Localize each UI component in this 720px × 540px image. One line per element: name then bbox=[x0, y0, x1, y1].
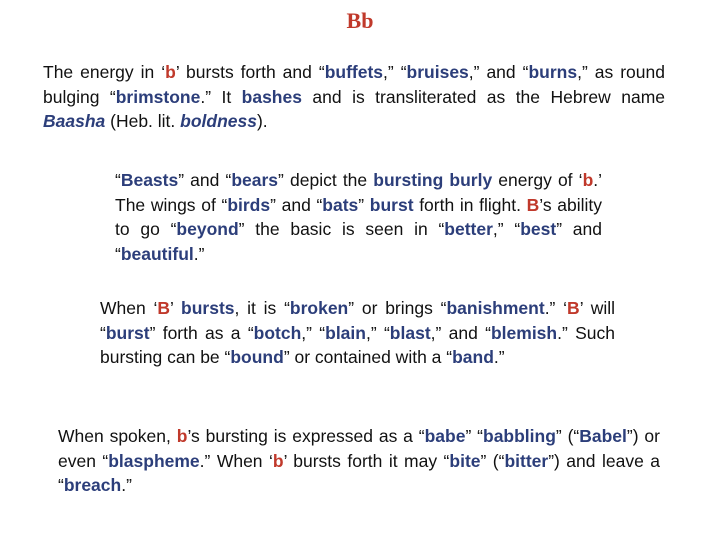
text-run: ” “ bbox=[465, 426, 483, 446]
text-run: When spoken, bbox=[58, 426, 177, 446]
highlight-word: burns bbox=[528, 62, 578, 82]
text-run: ” and “ bbox=[115, 219, 602, 264]
text-run: ” (“ bbox=[480, 450, 505, 471]
highlight-letter: b bbox=[582, 170, 594, 190]
text-run: ” depict the bbox=[278, 170, 374, 190]
highlight-word: bats bbox=[322, 194, 359, 215]
highlight-word: better bbox=[444, 219, 493, 239]
highlight-word: band bbox=[452, 347, 494, 367]
highlight-word: bound bbox=[230, 347, 284, 367]
highlight-word: broken bbox=[289, 298, 349, 318]
highlight-word: babe bbox=[424, 426, 466, 446]
page-title: Bb bbox=[346, 8, 374, 33]
highlight-word: bite bbox=[449, 450, 481, 471]
highlight-word: bears bbox=[231, 170, 279, 190]
highlight-letter: b bbox=[176, 426, 188, 446]
text-run: “ bbox=[115, 170, 121, 190]
highlight-word: Babel bbox=[579, 426, 627, 446]
text-run: ,” “ bbox=[301, 322, 326, 343]
text-run: ” or brings “ bbox=[348, 298, 447, 318]
highlight-letter: b bbox=[165, 62, 176, 82]
highlight-letter: B bbox=[157, 298, 171, 318]
text-run: (Heb. lit. bbox=[105, 111, 181, 131]
highlight-letter: b bbox=[272, 450, 284, 471]
highlight-letter: B bbox=[567, 298, 580, 318]
text-run: ,” as round bulging “ bbox=[43, 62, 665, 107]
text-run: ” bbox=[358, 194, 370, 215]
highlight-word-italic: boldness bbox=[180, 111, 257, 131]
paragraph-4 bbox=[58, 424, 660, 498]
text-run: ). bbox=[256, 111, 268, 131]
highlight-word: Beasts bbox=[120, 170, 179, 190]
highlight-word: bitter bbox=[504, 450, 549, 471]
text-run: energy of ‘ bbox=[492, 170, 583, 190]
text-run: ,” and “ bbox=[430, 322, 491, 343]
text-run: ’s ability to go “ bbox=[115, 194, 603, 239]
text-run: ” and “ bbox=[178, 170, 232, 190]
text-run: ,” and “ bbox=[468, 62, 529, 82]
highlight-word: beautiful bbox=[120, 243, 194, 264]
text-run: ” forth as a “ bbox=[149, 322, 254, 343]
text-run: ,” “ bbox=[383, 62, 407, 82]
text-run: ’ bbox=[170, 298, 182, 318]
text-run: and is transliterated as the Hebrew name bbox=[301, 86, 666, 107]
text-run: .” bbox=[493, 347, 505, 367]
text-run: .” bbox=[193, 243, 205, 264]
text-run: The energy in ‘ bbox=[43, 62, 166, 82]
text-run: .’ The wings of “ bbox=[115, 170, 603, 215]
paragraph-1 bbox=[43, 60, 665, 134]
text-run: ’ bursts forth and “ bbox=[175, 62, 325, 82]
text-run: ”) and leave a “ bbox=[58, 450, 660, 495]
highlight-word: blain bbox=[325, 322, 366, 343]
text-run: .” When ‘ bbox=[199, 450, 273, 471]
text-run: ,” “ bbox=[365, 322, 390, 343]
text-run: ” (“ bbox=[555, 426, 580, 446]
highlight-word-italic: Baasha bbox=[43, 111, 106, 131]
text-run: ’s bursting is expressed as a “ bbox=[187, 426, 425, 446]
text-run: .” bbox=[121, 475, 132, 495]
text-run: ” the basic is seen in “ bbox=[238, 219, 445, 239]
text-run: , it is “ bbox=[234, 298, 290, 318]
text-run: .” ‘ bbox=[544, 298, 568, 318]
highlight-word: banishment bbox=[446, 298, 545, 318]
highlight-word: beyond bbox=[176, 219, 239, 239]
text-run: When ‘ bbox=[100, 298, 158, 318]
text-run: ” and “ bbox=[270, 194, 323, 215]
text-run: .” It bbox=[200, 86, 242, 107]
highlight-word: blast bbox=[389, 322, 431, 343]
text-run: ,” “ bbox=[492, 219, 521, 239]
highlight-word: best bbox=[520, 219, 557, 239]
highlight-word: brimstone bbox=[115, 86, 201, 107]
highlight-word: breach bbox=[63, 475, 122, 495]
text-run: forth in flight. bbox=[413, 194, 527, 215]
highlight-word: botch bbox=[253, 322, 302, 343]
paragraph-2 bbox=[115, 168, 602, 266]
text-run: ” or contained with a “ bbox=[283, 347, 453, 367]
text-run: ’ bursts forth it may “ bbox=[283, 450, 450, 471]
paragraph-3 bbox=[100, 296, 615, 370]
highlight-word: babbling bbox=[483, 426, 556, 446]
highlight-word: bursts bbox=[181, 298, 235, 318]
highlight-word: burst bbox=[105, 322, 150, 343]
text-run: ’ will “ bbox=[100, 298, 615, 343]
highlight-word: bruises bbox=[406, 62, 469, 82]
highlight-word: blaspheme bbox=[108, 450, 200, 471]
highlight-word: burst bbox=[369, 194, 414, 215]
highlight-word: buffets bbox=[324, 62, 384, 82]
highlight-word: bashes bbox=[241, 86, 302, 107]
highlight-word: birds bbox=[227, 194, 271, 215]
highlight-word: bursting burly bbox=[373, 170, 493, 190]
highlight-letter: B bbox=[526, 194, 540, 215]
text-run: .” Such bursting can be “ bbox=[100, 322, 615, 367]
highlight-word: blemish bbox=[490, 322, 558, 343]
text-run: ”) or even “ bbox=[58, 426, 660, 471]
